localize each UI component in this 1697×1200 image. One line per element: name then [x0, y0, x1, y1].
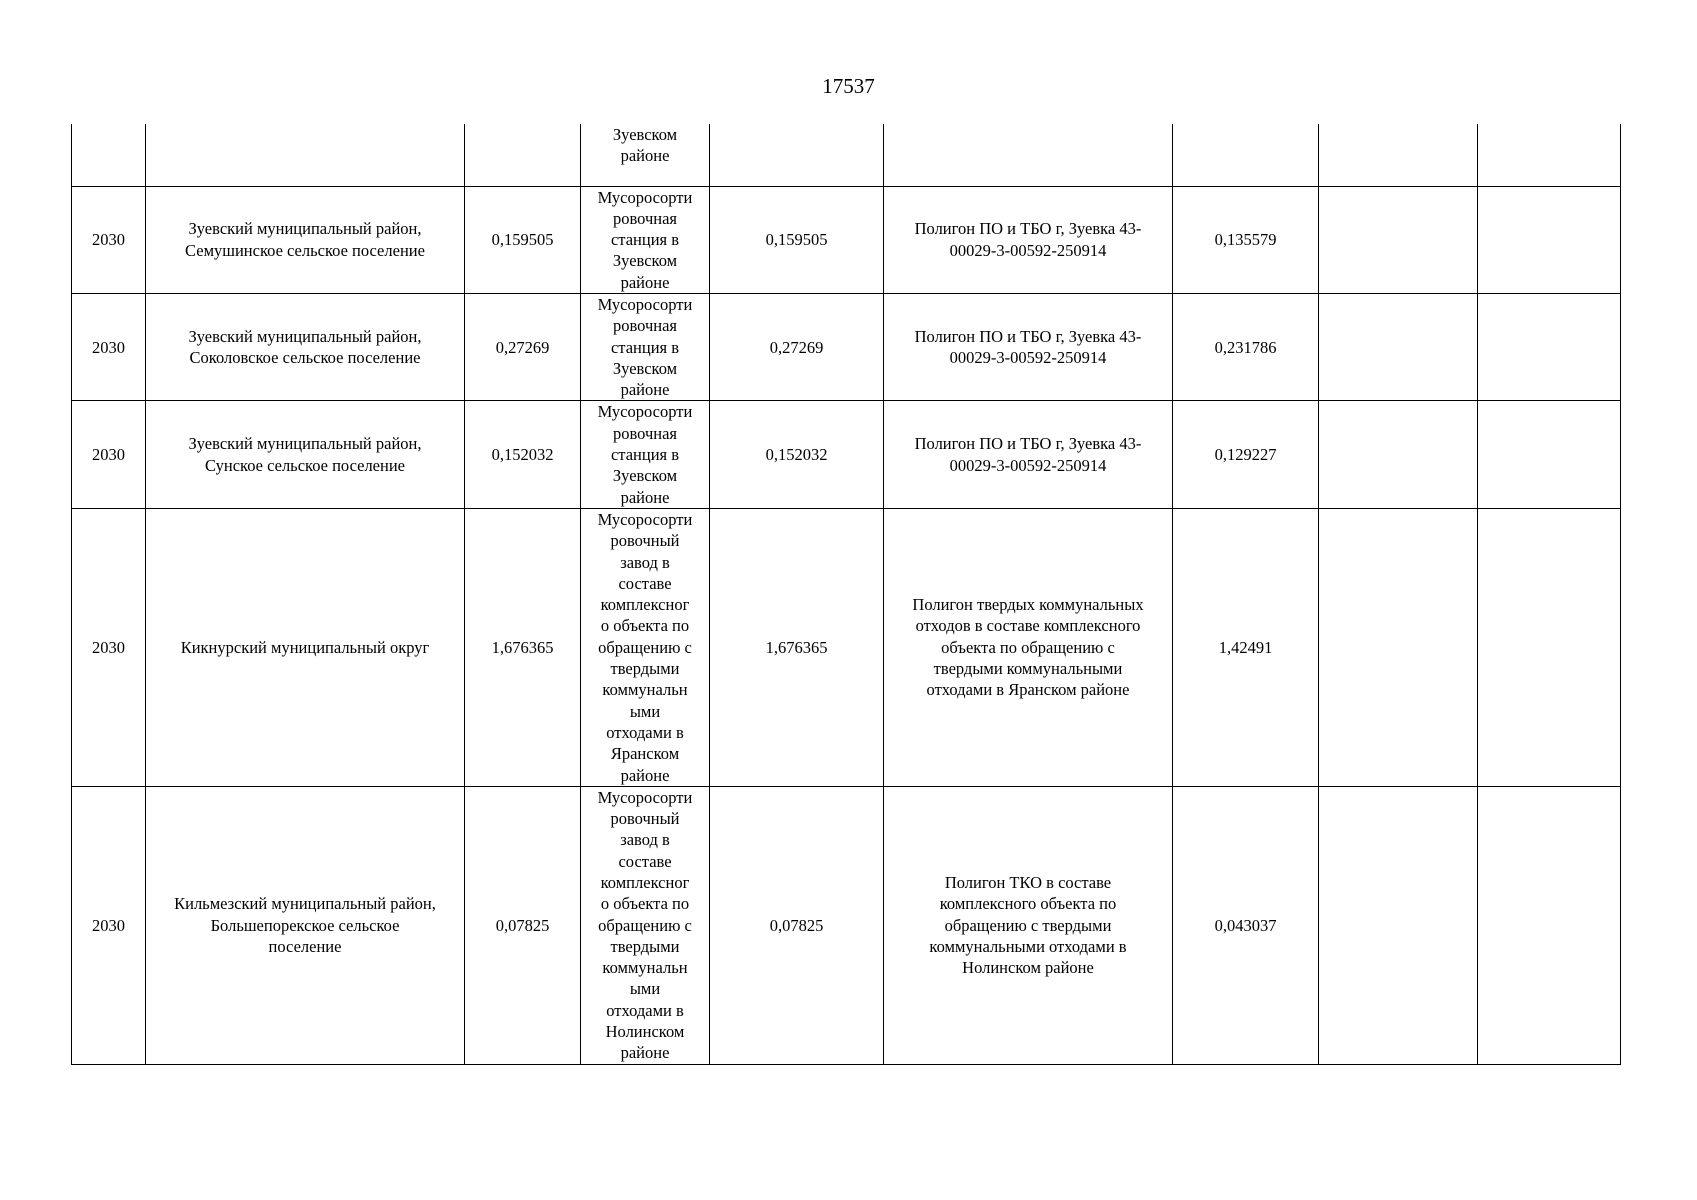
cell-col9: [1478, 124, 1621, 186]
facility-line: ровочная: [612, 423, 678, 443]
landfill-line: Нолинском районе: [962, 958, 1094, 978]
facility-line: о объекта по: [600, 894, 690, 914]
facility-line: Зуевском: [612, 466, 678, 486]
facility-line: обращению с: [598, 915, 692, 935]
table-row: [72, 401, 1621, 508]
facility-line: Мусоросорти: [597, 787, 693, 807]
facility-line: комплексног: [600, 873, 690, 892]
cell-col9: [1478, 401, 1621, 508]
cell-col8: [1319, 401, 1478, 508]
cell-amount-disposed: [1173, 124, 1319, 186]
cell-facility: [581, 293, 710, 400]
facility-line: ровочная: [612, 208, 678, 228]
cell-municipality: [146, 401, 465, 508]
landfill-line: 00029-3-00592-250914: [949, 240, 1107, 260]
cell-amount-in: 0,07825: [465, 786, 581, 1064]
landfill-line: объекта по обращению с: [941, 637, 1115, 657]
page-number: 17537: [822, 74, 875, 98]
cell-municipality: [146, 786, 465, 1064]
cell-col8: [1319, 186, 1478, 293]
facility-line: ровочный: [610, 531, 680, 551]
cell-amount-disposed: 0,043037: [1173, 786, 1319, 1064]
municipality-line: Зуевский муниципальный район,: [188, 219, 422, 239]
cell-landfill: [884, 508, 1173, 786]
cell-col9: [1478, 786, 1621, 1064]
cell-facility: [581, 786, 710, 1064]
facility-line: ыми: [629, 979, 661, 999]
municipality-line: Сунское сельское поселение: [205, 455, 405, 475]
facility-line: Мусоросорти: [597, 294, 693, 314]
landfill-line: отходов в составе комплексного: [915, 616, 1141, 636]
facility-line: коммунальн: [602, 680, 688, 700]
municipality-line: Кикнурский муниципальный округ: [180, 637, 430, 657]
cell-year: [72, 124, 146, 186]
facility-line: Зуевском: [612, 125, 678, 144]
cell-facility: [581, 186, 710, 293]
municipality-line: поселение: [268, 936, 342, 956]
landfill-line: Полигон ПО и ТБО г, Зуевка 43-: [914, 326, 1142, 346]
table-row: [72, 186, 1621, 293]
cell-amount-transferred: 0,27269: [710, 293, 884, 400]
waste-flow-table: [71, 124, 1621, 1065]
municipality-line: Кильмезский муниципальный район,: [174, 894, 436, 914]
cell-facility: [581, 508, 710, 786]
municipality-line: Большепорекское сельское: [210, 915, 400, 935]
landfill-line: отходами в Яранском районе: [926, 680, 1130, 700]
landfill-line: 00029-3-00592-250914: [949, 455, 1107, 475]
facility-line: районе: [620, 765, 670, 785]
facility-line: о объекта по: [600, 616, 690, 636]
table-row-continuation: [72, 124, 1621, 186]
landfill-line: коммунальными отходами в: [929, 936, 1127, 956]
cell-amount-disposed: 0,129227: [1173, 401, 1319, 508]
cell-municipality: [146, 508, 465, 786]
facility-line: районе: [620, 487, 670, 507]
cell-municipality: [146, 124, 465, 186]
landfill-line: 00029-3-00592-250914: [949, 348, 1107, 368]
facility-line: комплексног: [600, 595, 690, 615]
table-row: [72, 786, 1621, 1064]
municipality-line: Зуевский муниципальный район,: [188, 326, 422, 346]
facility-line: ровочная: [612, 316, 678, 336]
cell-col8: [1319, 508, 1478, 786]
cell-amount-transferred: 0,159505: [710, 186, 884, 293]
cell-col9: [1478, 508, 1621, 786]
facility-line: районе: [620, 380, 670, 400]
facility-line: обращению с: [598, 637, 692, 657]
facility-line: районе: [620, 146, 670, 166]
cell-col9: [1478, 293, 1621, 400]
cell-amount-disposed: 1,42491: [1173, 508, 1319, 786]
facility-line: составе: [618, 573, 672, 593]
cell-municipality: [146, 186, 465, 293]
landfill-line: Полигон ПО и ТБО г, Зуевка 43-: [914, 434, 1142, 454]
cell-col8: [1319, 293, 1478, 400]
facility-line: коммунальн: [602, 958, 688, 978]
cell-col8: [1319, 786, 1478, 1064]
facility-line: ыми: [629, 701, 661, 721]
landfill-line: обращению с твердыми: [944, 915, 1112, 935]
cell-amount-transferred: 0,152032: [710, 401, 884, 508]
facility-line: Мусоросорти: [597, 509, 693, 529]
cell-year: 2030: [72, 508, 146, 786]
facility-line: Зуевском: [612, 358, 678, 378]
landfill-line: твердыми коммунальными: [933, 659, 1123, 679]
landfill-line: Полигон твердых коммунальных: [912, 595, 1144, 615]
cell-landfill: [884, 401, 1173, 508]
municipality-line: Соколовское сельское поселение: [189, 348, 421, 368]
municipality-line: Зуевский муниципальный район,: [188, 434, 422, 454]
cell-amount-in: 0,152032: [465, 401, 581, 508]
cell-amount-transferred: [710, 124, 884, 186]
facility-line: Яранском: [610, 744, 680, 764]
cell-municipality: [146, 293, 465, 400]
municipality-line: Семушинское сельское поселение: [185, 240, 425, 260]
cell-year: 2030: [72, 186, 146, 293]
landfill-line: комплексного объекта по: [939, 894, 1117, 914]
table-row: [72, 508, 1621, 786]
landfill-line: Полигон ПО и ТБО г, Зуевка 43-: [914, 219, 1142, 239]
cell-year: 2030: [72, 786, 146, 1064]
cell-landfill: [884, 786, 1173, 1064]
landfill-line: Полигон ТКО в составе: [944, 873, 1112, 892]
cell-amount-disposed: 0,135579: [1173, 186, 1319, 293]
cell-amount-transferred: 0,07825: [710, 786, 884, 1064]
cell-year: 2030: [72, 293, 146, 400]
facility-line: завод в: [620, 830, 670, 850]
facility-line: отходами в: [606, 722, 684, 742]
cell-amount-in: 1,676365: [465, 508, 581, 786]
cell-amount-in: 0,159505: [465, 186, 581, 293]
cell-amount-disposed: 0,231786: [1173, 293, 1319, 400]
facility-line: твердыми: [610, 659, 680, 679]
table-row: [72, 293, 1621, 400]
facility-line: Зуевском: [612, 251, 678, 271]
cell-facility: [581, 124, 710, 186]
facility-line: завод в: [620, 552, 670, 572]
facility-line: Мусоросорти: [597, 187, 693, 207]
facility-line: станция в: [610, 337, 680, 357]
cell-amount-in: 0,27269: [465, 293, 581, 400]
facility-line: районе: [620, 1043, 670, 1063]
facility-line: ровочный: [610, 809, 680, 829]
facility-line: станция в: [610, 230, 680, 250]
cell-facility: [581, 401, 710, 508]
facility-line: станция в: [610, 445, 680, 465]
facility-line: Мусоросорти: [597, 402, 693, 422]
cell-landfill: [884, 186, 1173, 293]
cell-year: 2030: [72, 401, 146, 508]
cell-col8: [1319, 124, 1478, 186]
facility-line: твердыми: [610, 936, 680, 956]
cell-landfill: [884, 293, 1173, 400]
facility-line: составе: [618, 851, 672, 871]
cell-amount-in: [465, 124, 581, 186]
cell-landfill: [884, 124, 1173, 186]
facility-line: районе: [620, 272, 670, 292]
facility-line: Нолинском: [605, 1022, 685, 1042]
facility-line: отходами в: [606, 1000, 684, 1020]
cell-col9: [1478, 186, 1621, 293]
cell-amount-transferred: 1,676365: [710, 508, 884, 786]
